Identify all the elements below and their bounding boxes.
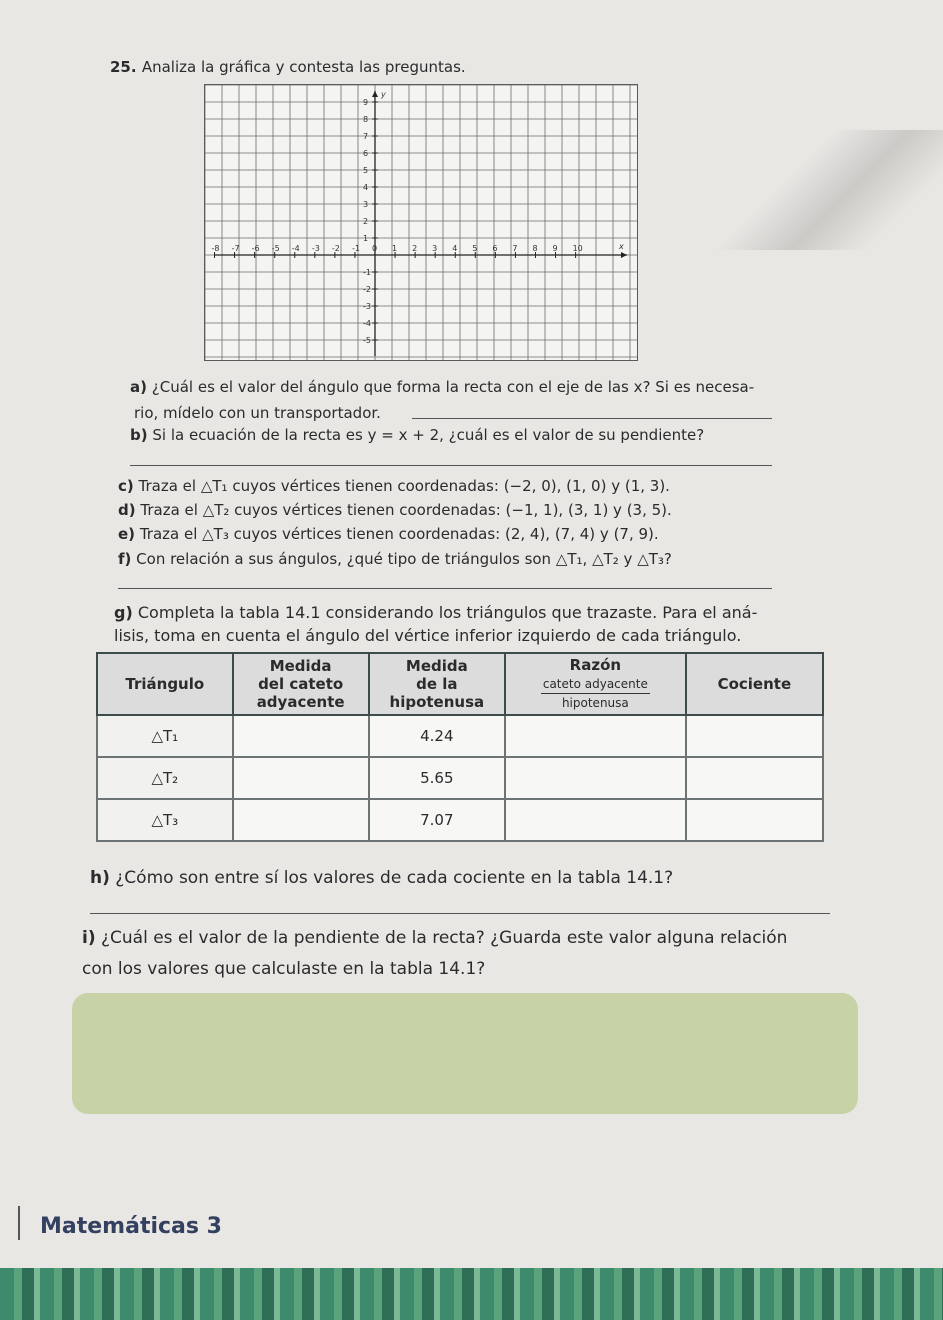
y-tick-label: 2 bbox=[363, 217, 369, 226]
decorative-bottom-band bbox=[0, 1268, 943, 1320]
exercise-title bbox=[110, 58, 466, 76]
cell-triangle: △T₁ bbox=[97, 715, 233, 757]
y-tick-label: -4 bbox=[363, 319, 371, 328]
question-d-letter: d) bbox=[118, 501, 136, 519]
answer-line-f[interactable] bbox=[118, 588, 772, 589]
header-ratio-numerator: cateto adyacente bbox=[541, 675, 650, 694]
question-b-text: Si la ecuación de la recta es y = x + 2, ¿cuál es el valor de su pendiente? bbox=[152, 426, 705, 444]
header-ratio-denominator: hipotenusa bbox=[561, 696, 629, 710]
y-tick-label: -2 bbox=[363, 285, 371, 294]
question-g-line2: lisis, toma en cuenta el ángulo del vértice inferior izquierdo de cada triángulo. bbox=[114, 626, 742, 645]
coordinate-grid bbox=[204, 84, 638, 361]
x-axis-label: x bbox=[619, 242, 624, 251]
table-row bbox=[97, 799, 823, 841]
cell-adjacent[interactable] bbox=[233, 799, 369, 841]
question-h-text: ¿Cómo son entre sí los valores de cada cociente en la tabla 14.1? bbox=[115, 868, 674, 888]
header-hyp-line3: hipotenusa bbox=[389, 693, 485, 711]
grid-svg bbox=[205, 85, 637, 360]
x-tick-label: 1 bbox=[392, 244, 398, 253]
table-row bbox=[97, 715, 823, 757]
x-axis-arrow bbox=[621, 252, 627, 258]
cell-ratio[interactable] bbox=[505, 715, 686, 757]
question-d-text: Traza el △T₂ cuyos vértices tienen coordenadas: (−1, 1), (3, 1) y (3, 5). bbox=[140, 501, 672, 519]
cell-adjacent[interactable] bbox=[233, 715, 369, 757]
question-g-letter: g) bbox=[114, 603, 133, 622]
cell-hypotenuse: 7.07 bbox=[369, 799, 505, 841]
question-e-letter: e) bbox=[118, 525, 136, 543]
x-tick-label: 2 bbox=[412, 244, 418, 253]
header-quotient bbox=[686, 653, 823, 715]
cell-ratio[interactable] bbox=[505, 799, 686, 841]
question-a-line2: rio, mídelo con un transportador. bbox=[134, 404, 381, 422]
header-triangle bbox=[97, 653, 233, 715]
question-f-letter: f) bbox=[118, 550, 132, 568]
question-a-letter: a) bbox=[130, 378, 147, 396]
y-axis-arrow bbox=[372, 91, 378, 97]
header-adjacent-line2: del cateto bbox=[258, 675, 344, 693]
y-tick-label: 1 bbox=[363, 234, 369, 243]
question-c-text: Traza el △T₁ cuyos vértices tienen coordenadas: (−2, 0), (1, 0) y (1, 3). bbox=[138, 477, 670, 495]
y-tick-label: -3 bbox=[363, 302, 371, 311]
x-tick-label: 5 bbox=[472, 244, 478, 253]
x-tick-label: -7 bbox=[231, 244, 240, 253]
x-tick-label: -1 bbox=[351, 244, 360, 253]
x-tick-label: 3 bbox=[432, 244, 438, 253]
x-tick-label: 6 bbox=[492, 244, 498, 253]
y-tick-label: 5 bbox=[363, 166, 369, 175]
header-adjacent-line1: Medida bbox=[269, 657, 332, 675]
question-g bbox=[114, 603, 757, 622]
x-tick-label: 8 bbox=[532, 244, 538, 253]
exercise-instruction: Analiza la gráfica y contesta las preguntas. bbox=[141, 58, 466, 76]
y-tick-label: 7 bbox=[363, 132, 369, 141]
header-ratio-title: Razón bbox=[569, 656, 622, 674]
table-header-row bbox=[97, 653, 823, 715]
x-tick-label: 10 bbox=[572, 244, 583, 253]
question-e-text: Traza el △T₃ cuyos vértices tienen coordenadas: (2, 4), (7, 4) y (7, 9). bbox=[139, 525, 659, 543]
cell-hypotenuse: 4.24 bbox=[369, 715, 505, 757]
question-i-line1: ¿Cuál es el valor de la pendiente de la recta? ¿Guarda este valor alguna relación bbox=[101, 928, 788, 948]
y-tick-label: 9 bbox=[363, 98, 369, 107]
x-tick-label: 9 bbox=[552, 244, 558, 253]
x-tick-label: -8 bbox=[211, 244, 220, 253]
question-c-letter: c) bbox=[118, 477, 134, 495]
cell-triangle: △T₃ bbox=[97, 799, 233, 841]
y-axis-label: y bbox=[381, 90, 386, 99]
cell-hypotenuse: 5.65 bbox=[369, 757, 505, 799]
book-title: Matemáticas 3 bbox=[40, 1214, 222, 1239]
question-i-letter: i) bbox=[82, 928, 96, 948]
question-f-text: Con relación a sus ángulos, ¿qué tipo de triángulos son △T₁, △T₂ y △T₃? bbox=[136, 550, 672, 568]
y-tick-label: 4 bbox=[363, 183, 369, 192]
y-tick-label: -5 bbox=[363, 336, 371, 345]
x-tick-label: -5 bbox=[271, 244, 280, 253]
paper-shadow bbox=[683, 130, 943, 250]
y-tick-label: -1 bbox=[363, 268, 371, 277]
cell-quotient[interactable] bbox=[686, 715, 823, 757]
y-tick-label: 8 bbox=[363, 115, 369, 124]
exercise-number: 25. bbox=[110, 58, 137, 76]
question-d bbox=[118, 501, 672, 519]
header-triangle-label: Triángulo bbox=[125, 675, 205, 693]
cell-ratio[interactable] bbox=[505, 757, 686, 799]
question-i bbox=[82, 928, 787, 948]
cell-quotient[interactable] bbox=[686, 757, 823, 799]
header-adjacent bbox=[233, 653, 369, 715]
x-tick-label: 0 bbox=[372, 244, 378, 253]
header-hypotenuse bbox=[369, 653, 505, 715]
header-hyp-line1: Medida bbox=[405, 657, 468, 675]
header-ratio bbox=[505, 653, 686, 715]
question-a-line1: ¿Cuál es el valor del ángulo que forma la recta con el eje de las x? Si es necesa- bbox=[151, 378, 755, 396]
cell-triangle: △T₂ bbox=[97, 757, 233, 799]
y-tick-label: 6 bbox=[363, 149, 369, 158]
table-row bbox=[97, 757, 823, 799]
question-g-line1: Completa la tabla 14.1 considerando los triángulos que trazaste. Para el aná- bbox=[137, 603, 758, 622]
question-b bbox=[130, 426, 704, 444]
header-adjacent-line3: adyacente bbox=[256, 693, 345, 711]
question-b-letter: b) bbox=[130, 426, 148, 444]
x-tick-label: -3 bbox=[311, 244, 320, 253]
x-tick-label: -6 bbox=[251, 244, 260, 253]
question-h-letter: h) bbox=[90, 868, 110, 888]
header-quotient-label: Cociente bbox=[717, 675, 792, 693]
answer-line-h[interactable] bbox=[90, 913, 830, 914]
footer-divider bbox=[18, 1206, 20, 1240]
question-h bbox=[90, 868, 673, 888]
question-c bbox=[118, 477, 670, 495]
answer-line-a[interactable] bbox=[412, 418, 772, 419]
x-tick-label: 7 bbox=[512, 244, 518, 253]
ratio-table bbox=[96, 652, 824, 842]
question-i-line2: con los valores que calculaste en la tabla 14.1? bbox=[82, 959, 486, 979]
cell-quotient[interactable] bbox=[686, 799, 823, 841]
cell-adjacent[interactable] bbox=[233, 757, 369, 799]
x-tick-label: 4 bbox=[452, 244, 458, 253]
question-e bbox=[118, 525, 659, 543]
x-tick-label: -4 bbox=[291, 244, 300, 253]
y-tick-label: 3 bbox=[363, 200, 369, 209]
answer-box-i[interactable] bbox=[72, 993, 858, 1114]
answer-line-b[interactable] bbox=[130, 465, 772, 466]
header-hyp-line2: de la bbox=[416, 675, 458, 693]
x-tick-label: -2 bbox=[331, 244, 340, 253]
question-f bbox=[118, 550, 672, 568]
question-a bbox=[130, 378, 754, 396]
